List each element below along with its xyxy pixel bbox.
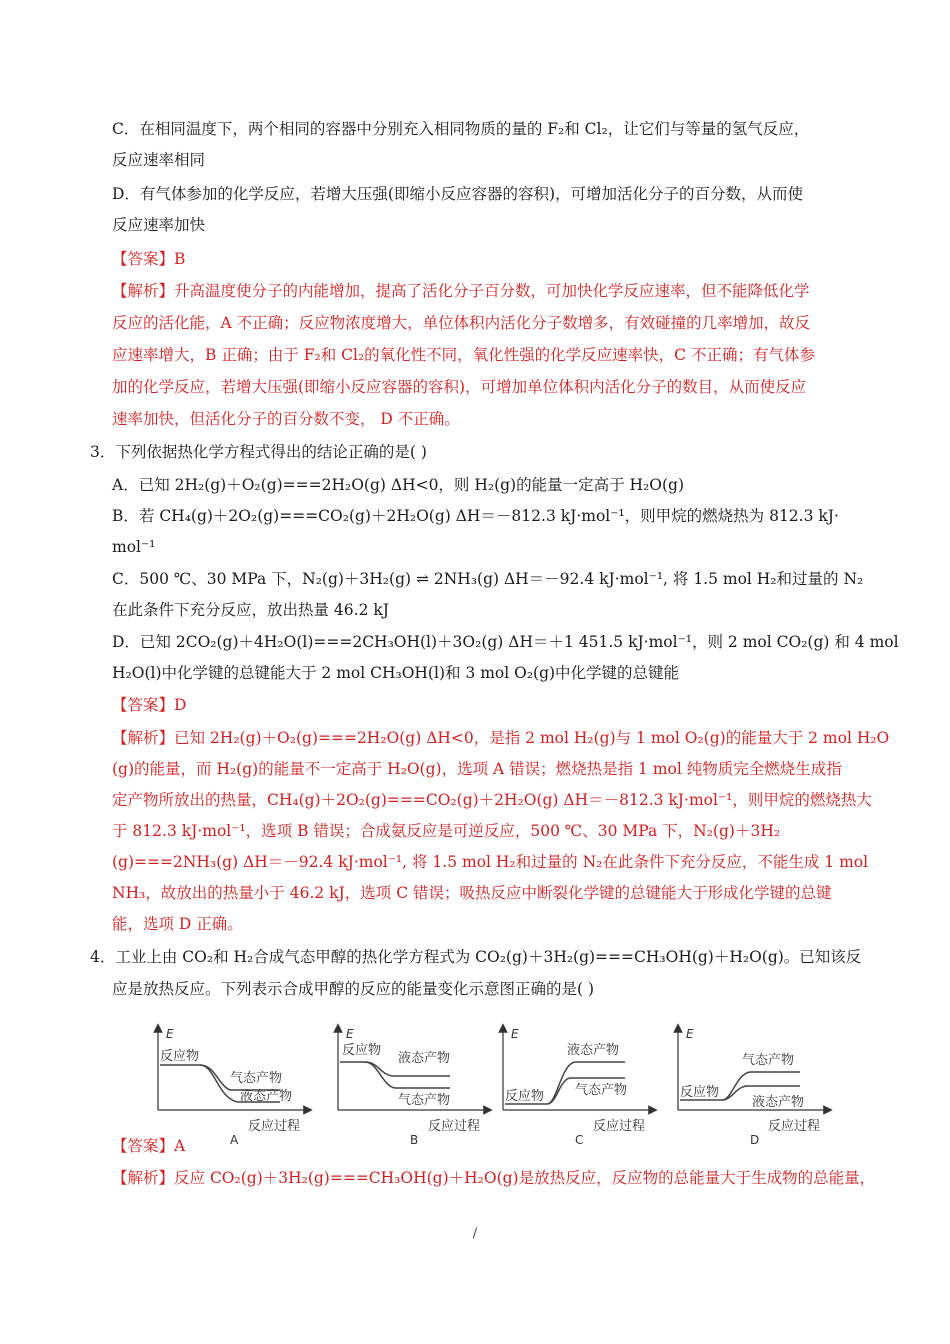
- analysis-text: 已知 2H₂(g)＋O₂(g)===2H₂O(g) ΔH<0，是指 2 mol H₂(g)与 1 mol O₂(g)的能量大于 2 mol H₂O: [174, 729, 890, 747]
- analysis-label: 【解析】: [112, 282, 175, 300]
- liquid-product-label: 液态产物: [567, 1043, 620, 1058]
- answer-label: 【答案】: [112, 250, 175, 268]
- q3-option-d-line2: H₂O(l)中化学键的总键能大于 2 mol CH₃OH(l)和 3 mol O₂(g)中化学键的总键能: [112, 664, 680, 682]
- q2-option-c-line2: 反应速率相同: [112, 151, 206, 169]
- diagram-d: [678, 1027, 828, 1147]
- diagram-a: [158, 1027, 308, 1147]
- liquid-product-label: 液态产物: [240, 1089, 293, 1104]
- q2-option-d-line1: D．有气体参加的化学反应，若增大压强(即缩小反应容器的容积)，可增加活化分子的百分数，从而使: [112, 185, 804, 203]
- diagram-c: [503, 1027, 653, 1147]
- reactant-label: 反应物: [160, 1049, 200, 1064]
- answer-value: A: [174, 1137, 186, 1155]
- q2-option-c-line1: C．在相同温度下，两个相同的容器中分别充入相同物质的量的 F₂和 Cl₂，让它们与等量的氢气反应，: [112, 120, 810, 138]
- analysis-label: 【解析】: [112, 1169, 175, 1187]
- q3-option-b-line1: B．若 CH₄(g)＋2O₂(g)===CO₂(g)＋2H₂O(g) ΔH＝－812.3 kJ·mol⁻¹，则甲烷的燃烧热为 812.3 kJ·: [112, 507, 839, 525]
- q2-analysis-line3: 应速率增大，B 正确；由于 F₂和 Cl₂的氧化性不同，氧化性强的化学反应速率快，C 不正确；有气体参: [112, 346, 815, 364]
- q3-option-c-line2: 在此条件下充分反应，放出热量 46.2 kJ: [112, 601, 389, 619]
- q3-analysis-line5: (g)===2NH₃(g) ΔH＝－92.4 kJ·mol⁻¹, 将 1.5 mol H₂和过量的 N₂在此条件下充分反应，不能生成 1 mol: [112, 853, 869, 871]
- diagram-label-c: C: [575, 1133, 584, 1147]
- x-axis-label: 反应过程: [248, 1119, 301, 1134]
- q3-option-c-line1: C．500 ℃、30 MPa 下，N₂(g)＋3H₂(g) ⇌ 2NH₃(g) ΔH＝－92.4 kJ·mol⁻¹, 将 1.5 mol H₂和过量的 N₂: [112, 570, 864, 588]
- diagram-b: [338, 1027, 488, 1147]
- q3-stem: 3．下列依据热化学方程式得出的结论正确的是( ): [90, 443, 427, 461]
- q4-stem-line2: 应是放热反应。下列表示合成甲醇的反应的能量变化示意图正确的是( ): [112, 980, 595, 998]
- reactant-label: 反应物: [342, 1043, 382, 1058]
- q3-option-d-line1: D．已知 2CO₂(g)＋4H₂O(l)===2CH₃OH(l)＋3O₂(g) ΔH＝＋1 451.5 kJ·mol⁻¹，则 2 mol CO₂(g) 和 4 mol: [112, 633, 899, 651]
- page-footer: /: [472, 1226, 478, 1241]
- x-axis-label: 反应过程: [428, 1119, 481, 1134]
- energy-diagrams-svg: [130, 1022, 830, 1147]
- energy-diagrams: [130, 1022, 830, 1147]
- q2-analysis-line4: 加的化学反应，若增大压强(即缩小反应容器的容积)，可增加单位体积内活化分子的数目，从而使反应: [112, 378, 807, 396]
- liquid-product-label: 液态产物: [752, 1095, 805, 1110]
- q2-analysis-line2: 反应的活化能，A 不正确；反应物浓度增大，单位体积内活化分子数增多，有效碰撞的几率增加，故反: [112, 314, 811, 332]
- q3-analysis-line2: (g)的能量，而 H₂(g)的能量不一定高于 H₂O(g)，选项 A 错误；燃烧热是指 1 mol 纯物质完全燃烧生成指: [112, 760, 842, 778]
- answer-value: B: [174, 250, 186, 268]
- axis-e-label: E: [511, 1027, 519, 1041]
- diagram-label-a: A: [230, 1133, 239, 1147]
- diagram-label-d: D: [750, 1133, 760, 1147]
- q3-option-b-line2: mol⁻¹: [112, 538, 156, 556]
- q2-analysis-line5: 速率加快，但活化分子的百分数不变， D 不正确。: [112, 410, 460, 428]
- gas-product-label: 气态产物: [398, 1093, 451, 1108]
- q2-option-d-line2: 反应速率加快: [112, 216, 206, 234]
- diagram-label-b: B: [410, 1133, 419, 1147]
- analysis-text: 升高温度使分子的内能增加，提高了活化分子百分数，可加快化学反应速率，但不能降低化学: [174, 282, 810, 300]
- q2-analysis-line1: [112, 280, 810, 302]
- reactant-label: 反应物: [680, 1085, 720, 1100]
- gas-product-label: 气态产物: [230, 1071, 283, 1086]
- q3-analysis-line7: 能，选项 D 正确。: [112, 915, 243, 933]
- answer-label: 【答案】: [112, 1137, 175, 1155]
- analysis-text: 反应 CO₂(g)＋3H₂(g)===CH₃OH(g)＋H₂O(g)是放热反应，反应物的总能量大于生成物的总能量，: [174, 1169, 876, 1187]
- axis-e-label: E: [686, 1027, 694, 1041]
- q4-answer: [112, 1135, 185, 1157]
- analysis-label: 【解析】: [112, 729, 175, 747]
- q3-option-a: A．已知 2H₂(g)＋O₂(g)===2H₂O(g) ΔH<0，则 H₂(g)的能量一定高于 H₂O(g): [112, 476, 684, 494]
- gas-product-label: 气态产物: [742, 1053, 795, 1068]
- q3-analysis-line6: NH₃，故放出的热量小于 46.2 kJ，选项 C 错误；吸热反应中断裂化学键的总键能大于形成化学键的总键: [112, 884, 832, 902]
- q3-analysis-line4: 于 812.3 kJ·mol⁻¹，选项 B 错误；合成氨反应是可逆反应，500 ℃、30 MPa 下，N₂(g)＋3H₂: [112, 822, 781, 840]
- q3-analysis-line3: 定产物所放出的热量，CH₄(g)＋2O₂(g)===CO₂(g)＋2H₂O(g) ΔH＝－812.3 kJ·mol⁻¹，则甲烷的燃烧热大: [112, 791, 872, 809]
- q4-stem-line1: 4．工业上由 CO₂和 H₂合成气态甲醇的热化学方程式为 CO₂(g)＋3H₂(g)===CH₃OH(g)＋H₂O(g)。已知该反: [90, 948, 862, 966]
- x-axis-label: 反应过程: [593, 1119, 646, 1134]
- q3-analysis-line1: [112, 727, 889, 749]
- x-axis-label: 反应过程: [768, 1119, 821, 1134]
- q4-analysis-line1: [112, 1167, 875, 1189]
- q2-answer: [112, 248, 185, 270]
- answer-value: D: [174, 696, 187, 714]
- axis-e-label: E: [346, 1027, 354, 1041]
- gas-product-label: 气态产物: [575, 1083, 628, 1098]
- liquid-product-label: 液态产物: [398, 1051, 451, 1066]
- answer-label: 【答案】: [112, 696, 175, 714]
- axis-e-label: E: [166, 1027, 174, 1041]
- reactant-label: 反应物: [505, 1089, 545, 1104]
- q3-answer: [112, 694, 186, 716]
